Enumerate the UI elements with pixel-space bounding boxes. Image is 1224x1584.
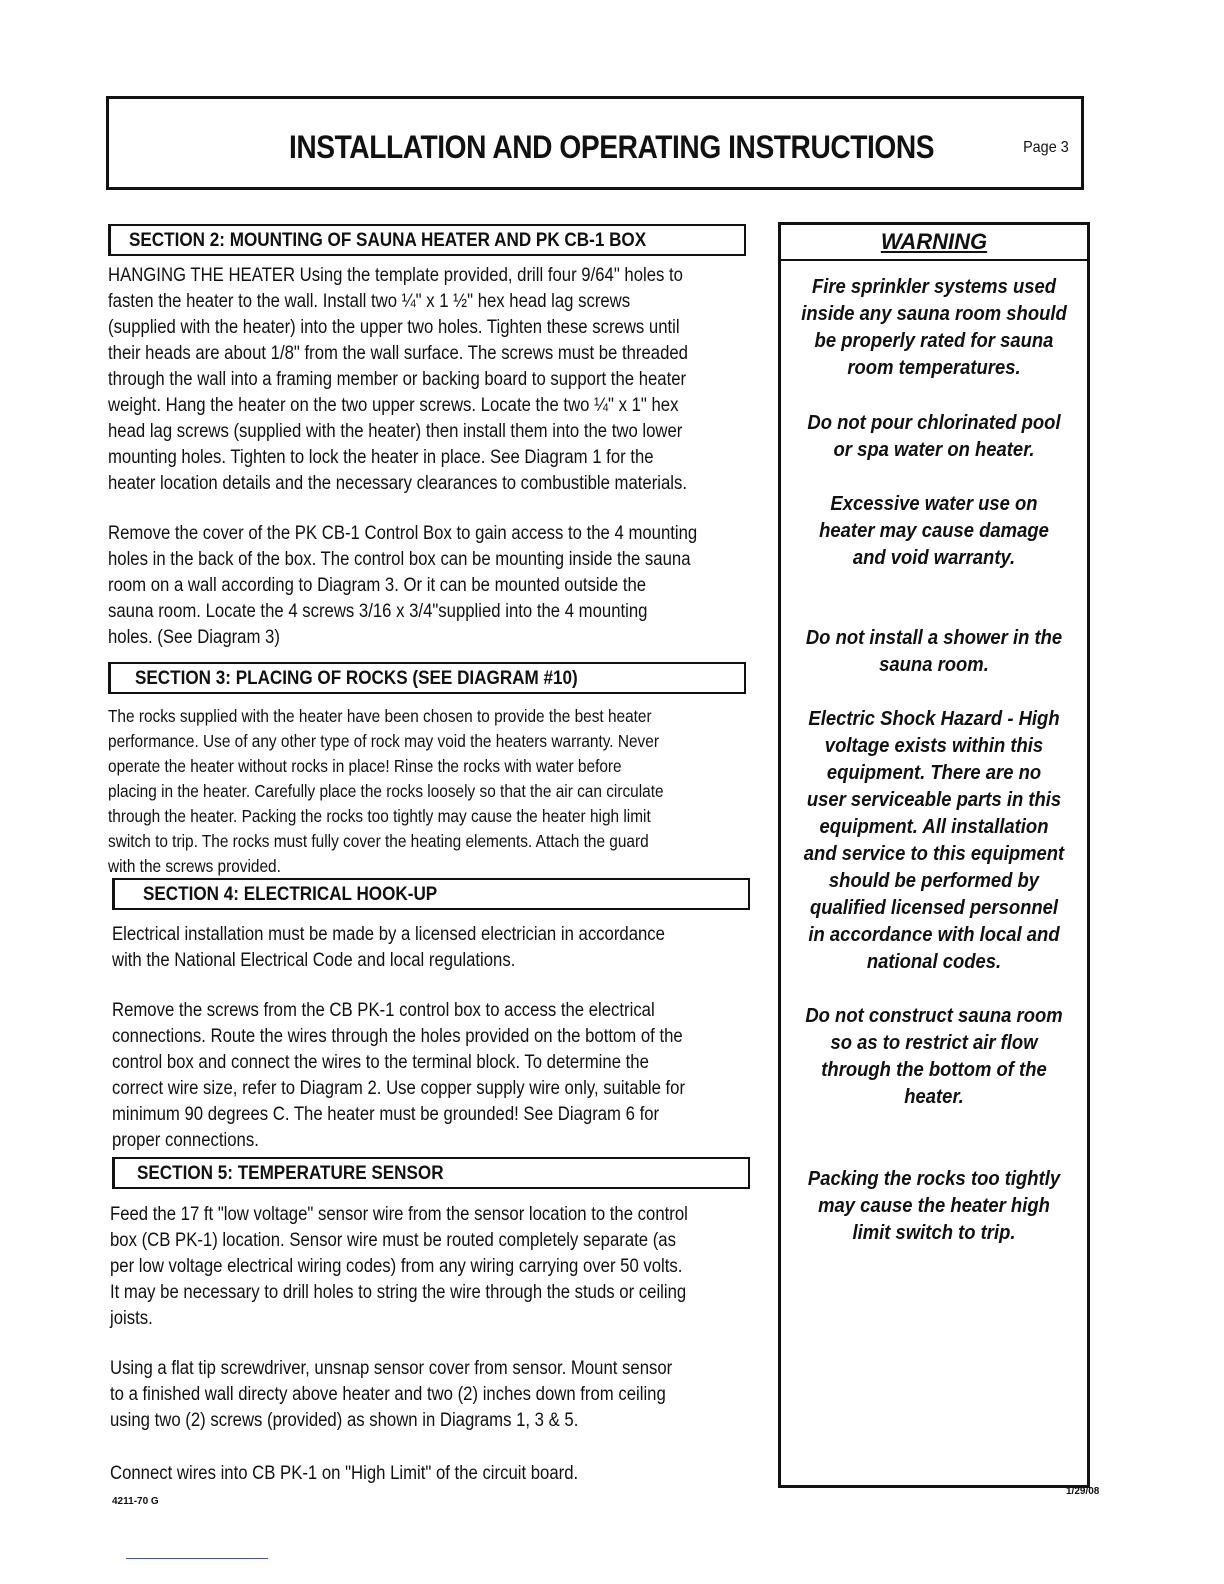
page-title: INSTALLATION AND OPERATING INSTRUCTIONS [289,129,935,165]
warning-panel [778,222,1090,1488]
warning-item-electric-shock: Electric Shock Hazard - High voltage exists within this equipment. There are no user serviceable parts in this equipment. All installation and service to this equipment should be performed by qualified licensed personnel in accordance with local and national codes. [803,707,1065,973]
warning-item-excessive-water: Excessive water use on heater may cause damage and void warranty. [819,492,1049,569]
page-number: Page 3 [1023,139,1069,156]
section-5-paragraph-3: Connect wires into CB PK-1 on "High Limit" of the circuit board. [110,1463,579,1484]
section-4-heading: SECTION 4: ELECTRICAL HOOK-UP [143,884,438,905]
section-3-paragraph-1: The rocks supplied with the heater have been chosen to provide the best heater performance. Use of any other type of rock may void the heaters warranty. Never operate the heater without rocks in place! Rinse the rocks with water before placing in the heater. Carefully place the rocks loosely so that the air can circulate through the heater. Packing the rocks too tightly may cause the heater high limit switch to trip. The rocks must fully cover the heating elements. Attach the guard with the screws provided. [108,706,664,876]
section-5-heading: SECTION 5: TEMPERATURE SENSOR [137,1163,444,1184]
header-box [106,96,1084,190]
section-2-paragraph-1: HANGING THE HEATER Using the template provided, drill four 9/64" holes to fasten the heater to the wall. Install two ¼" x 1 ½" hex head lag screws (supplied with the heater) into the upper two holes. Tighten these screws until their heads are about 1/8" from the wall surface. The screws must be threaded through the wall into a framing member or backing board to support the heater weight. Hang the heater on the two upper screws. Locate the two ¼" x 1" hex head lag screws (supplied with the heater) then install them into the two lower mounting holes. Tighten to lock the heater in place. See Diagram 1 for the heater location details and the necessary clearances to combustible materials. [108,265,688,494]
warning-item-shower: Do not install a shower in the sauna room. [805,626,1063,676]
section-2-heading-box [108,224,746,256]
section-4-paragraph-2: Remove the screws from the CB PK-1 control box to access the electrical connections. Route the wires through the holes provided on the bottom of the control box and connect the wires to the terminal block. To determine the correct wire size, refer to Diagram 2. Use copper supply wire only, suitable for minimum 90 degrees C. The heater must be grounded! See Diagram 6 for proper connections. [112,1000,686,1151]
section-4-paragraph-1: Electrical installation must be made by a licensed electrician in accordance with the National Electrical Code and local regulations. [112,924,665,971]
warning-title: WARNING [781,225,1087,261]
section-5-paragraph-1: Feed the 17 ft "low voltage" sensor wire from the sensor location to the control box (CB PK-1) location. Sensor wire must be routed completely separate (as per low voltage electrical wiring codes) from any wiring carrying over 50 volts. It may be necessary to drill holes to string the wire through the studs or ceiling joists. [110,1204,688,1329]
section-3-heading: SECTION 3: PLACING OF ROCKS (SEE DIAGRAM #10) [135,668,578,689]
warning-item-packing-rocks: Packing the rocks too tightly may cause the heater high limit switch to trip. [807,1167,1061,1244]
section-3-heading-box [108,662,746,694]
section-2-heading: SECTION 2: MOUNTING OF SAUNA HEATER AND PK CB-1 BOX [129,230,647,251]
warning-item-air-flow: Do not construct sauna room so as to restrict air flow through the bottom of the heater. [805,1004,1063,1108]
warning-item-chlorinated-water: Do not pour chlorinated pool or spa water on heater. [807,411,1061,461]
section-4-heading-box [112,878,750,910]
footer-divider [126,1558,268,1559]
section-2-paragraph-2: Remove the cover of the PK CB-1 Control Box to gain access to the 4 mounting holes in the back of the box. The control box can be mounting inside the sauna room on a wall according to Diagram 3. Or it can be mounted outside the sauna room. Locate the 4 screws 3/16 x 3/4"supplied into the 4 mounting holes. (See Diagram 3) [108,523,698,648]
warning-item-sprinkler: Fire sprinkler systems used inside any sauna room should be properly rated for sauna room temperatures. [801,275,1067,379]
document-date: 1/29/08 [1066,1486,1100,1497]
section-5-paragraph-2: Using a flat tip screwdriver, unsnap sensor cover from sensor. Mount sensor to a finished wall directy above heater and two (2) inches down from ceiling using two (2) screws (provided) as shown in Diagrams 1, 3 & 5. [110,1358,673,1431]
section-5-heading-box [112,1157,750,1189]
document-number: 4211-70 G [112,1496,159,1507]
